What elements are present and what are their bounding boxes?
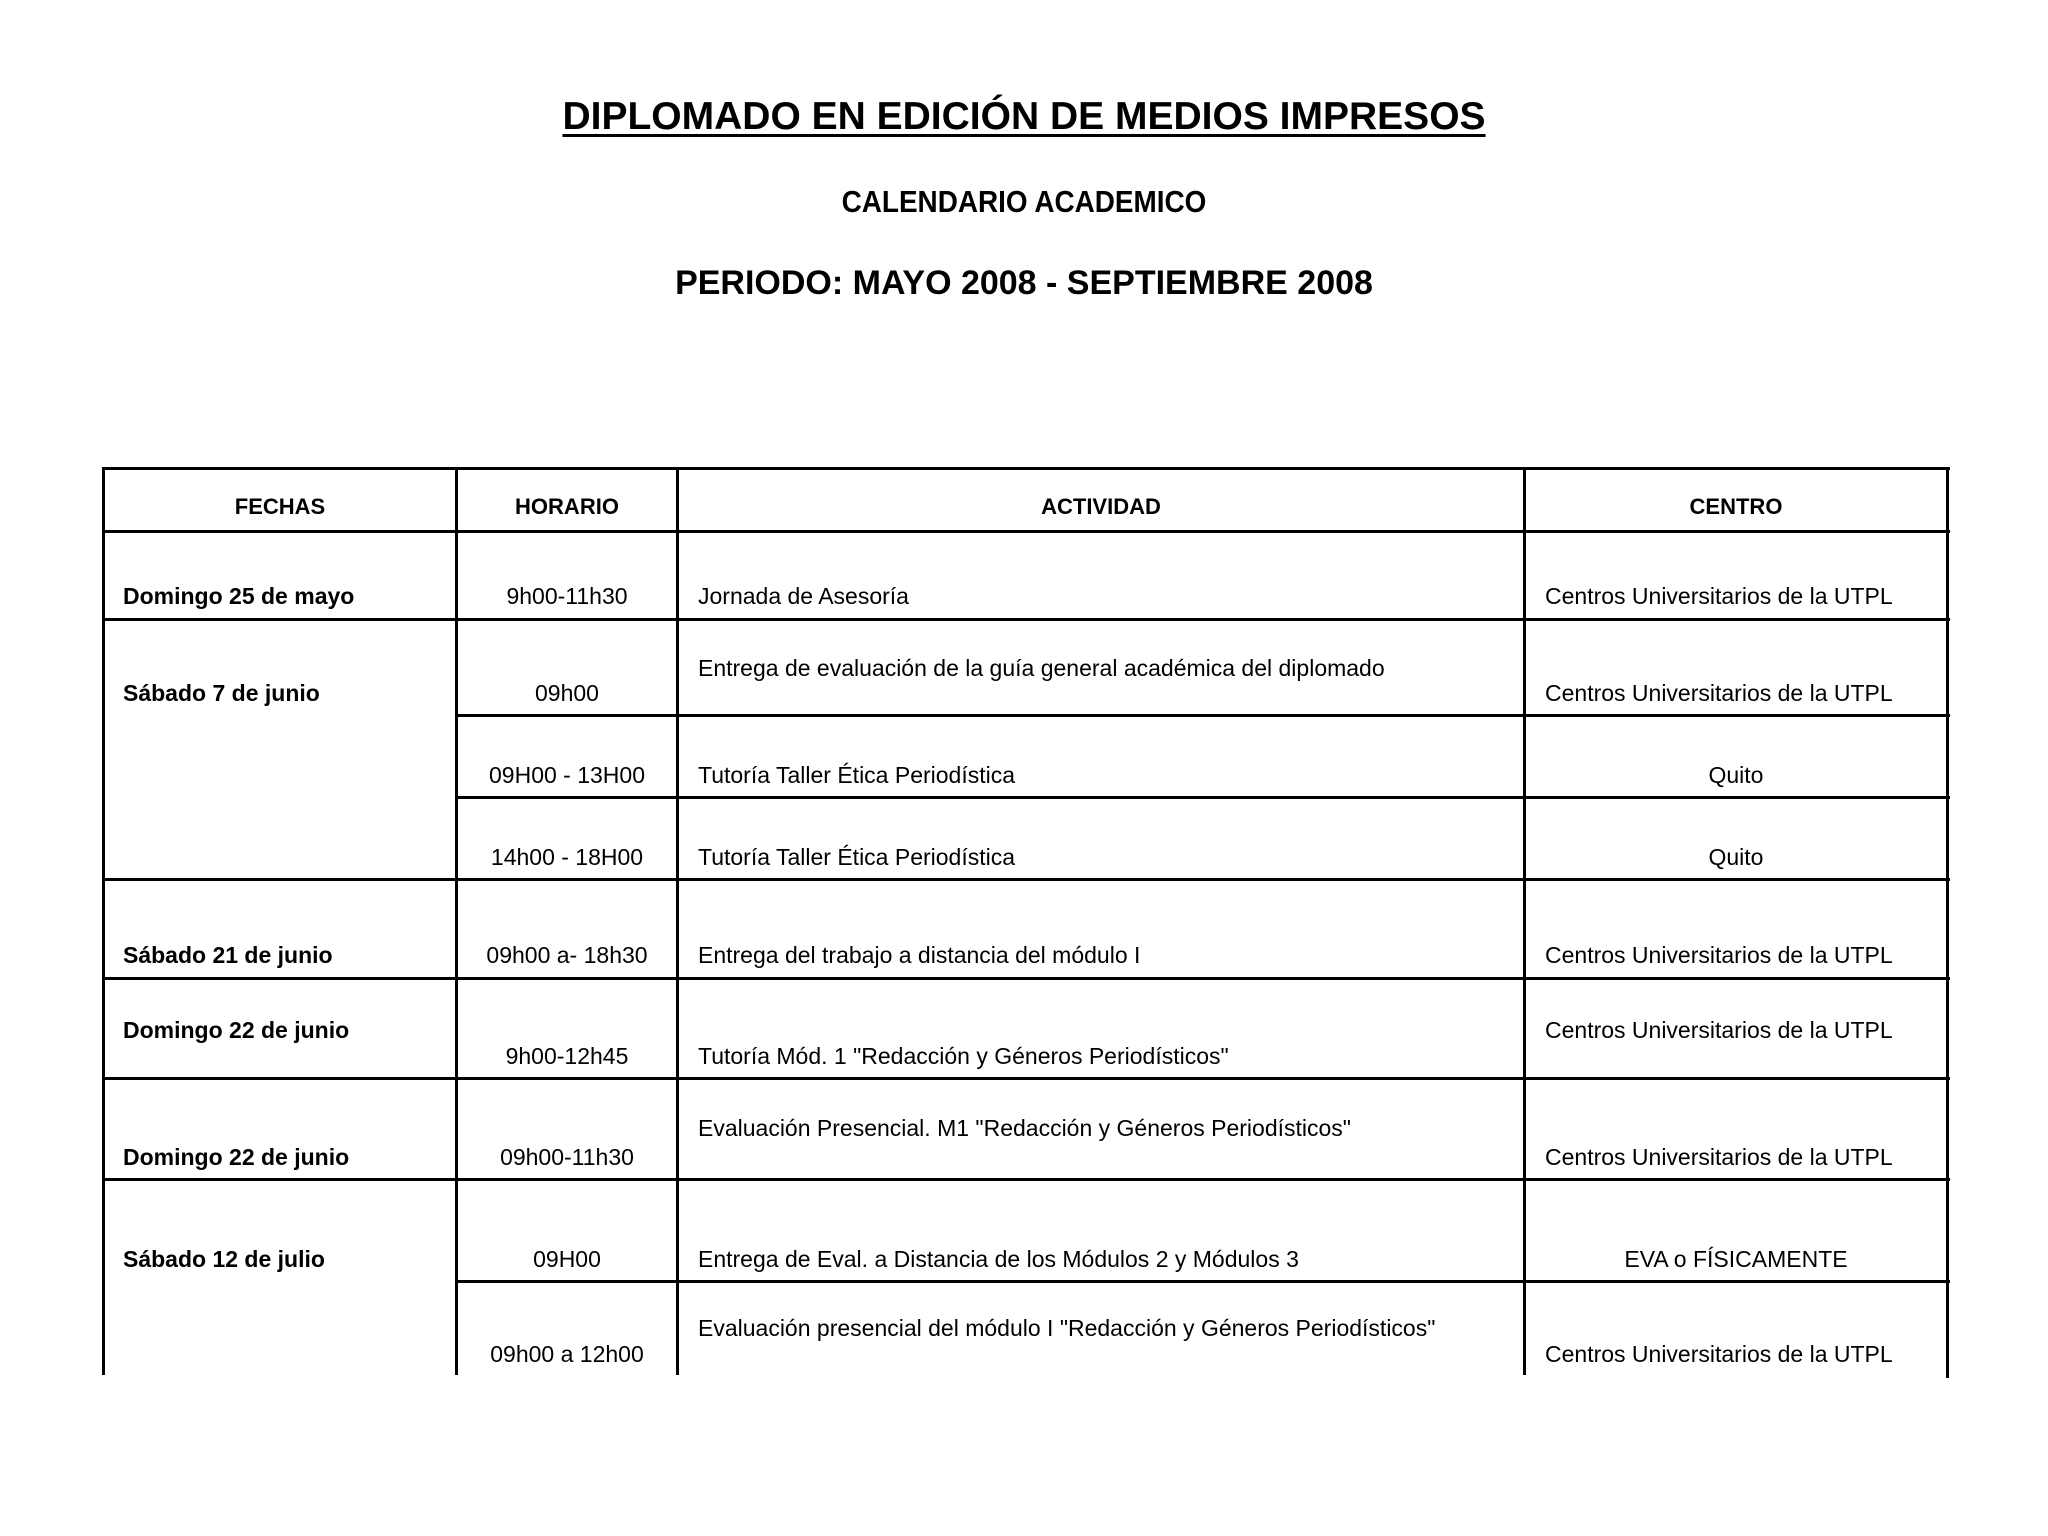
- header-fechas: FECHAS: [234, 494, 326, 519]
- row-actividad: Tutoría Mód. 1 "Redacción y Géneros Periodísticos": [698, 1043, 1229, 1069]
- row-horario: 09h00 a- 18h30: [486, 942, 648, 968]
- row-actividad: Entrega de Eval. a Distancia de los Módulos 2 y Módulos 3: [698, 1246, 1299, 1272]
- row-centro: Centros Universitarios de la UTPL: [1545, 1144, 1893, 1170]
- row-actividad: Tutoría Taller Ética Periodística: [698, 844, 1016, 870]
- row-actividad: Evaluación presencial del módulo I "Redacción y Géneros Periodísticos": [698, 1315, 1436, 1341]
- row-horario: 14h00 - 18H00: [490, 844, 644, 870]
- row-divider: [455, 796, 1950, 799]
- row-divider: [102, 878, 1950, 881]
- row-actividad: Evaluación Presencial. M1 "Redacción y Géneros Periodísticos": [698, 1115, 1351, 1141]
- row-actividad: Jornada de Asesoría: [698, 583, 909, 609]
- row-centro: Centros Universitarios de la UTPL: [1545, 1017, 1893, 1043]
- row-actividad: Tutoría Taller Ética Periodística: [698, 762, 1016, 788]
- row-fecha: Domingo 22 de junio: [123, 1144, 350, 1170]
- column-border: [1946, 467, 1949, 1378]
- row-centro: Centros Universitarios de la UTPL: [1545, 680, 1893, 706]
- row-horario: 09h00 a 12h00: [490, 1341, 644, 1367]
- row-horario: 09H00 - 13H00: [489, 762, 645, 788]
- document-subtitle: CALENDARIO ACADEMICO: [841, 184, 1207, 219]
- row-fecha: Domingo 22 de junio: [123, 1017, 350, 1043]
- row-divider: [102, 618, 1950, 621]
- row-centro: Centros Universitarios de la UTPL: [1545, 942, 1893, 968]
- header-horario: HORARIO: [515, 494, 619, 519]
- row-centro: Centros Universitarios de la UTPL: [1545, 583, 1893, 609]
- table-top-border: [102, 467, 1950, 470]
- row-fecha: Sábado 7 de junio: [123, 680, 320, 706]
- header-actividad: ACTIVIDAD: [1041, 494, 1161, 519]
- row-actividad: Entrega de evaluación de la guía general académica del diplomado: [698, 655, 1385, 681]
- row-fecha: Sábado 12 de julio: [123, 1246, 325, 1272]
- row-horario: 9h00-12h45: [505, 1043, 629, 1069]
- row-centro: Quito: [1708, 762, 1764, 788]
- row-divider: [102, 1178, 1950, 1181]
- row-horario: 9h00-11h30: [506, 583, 628, 609]
- row-fecha: Sábado 21 de junio: [123, 942, 333, 968]
- row-fecha: Domingo 25 de mayo: [123, 583, 355, 609]
- row-horario: 09h00: [535, 680, 599, 706]
- row-centro: Quito: [1708, 844, 1764, 870]
- row-centro: Centros Universitarios de la UTPL: [1545, 1341, 1893, 1367]
- row-actividad: Entrega del trabajo a distancia del módulo I: [698, 942, 1141, 968]
- row-horario: 09H00: [533, 1246, 601, 1272]
- row-centro: EVA o FÍSICAMENTE: [1624, 1246, 1848, 1272]
- column-border: [676, 467, 679, 1375]
- document-title: DIPLOMADO EN EDICIÓN DE MEDIOS IMPRESOS: [562, 95, 1486, 138]
- row-divider: [455, 714, 1950, 717]
- header-bottom-border: [102, 530, 1950, 533]
- document-period: PERIODO: MAYO 2008 - SEPTIEMBRE 2008: [675, 264, 1373, 302]
- header-centro: CENTRO: [1689, 494, 1783, 519]
- row-divider: [455, 1280, 1950, 1283]
- row-divider: [102, 977, 1950, 980]
- column-border: [102, 467, 105, 1375]
- row-horario: 09h00-11h30: [500, 1144, 634, 1170]
- column-border: [1523, 467, 1526, 1375]
- row-divider: [102, 1077, 1950, 1080]
